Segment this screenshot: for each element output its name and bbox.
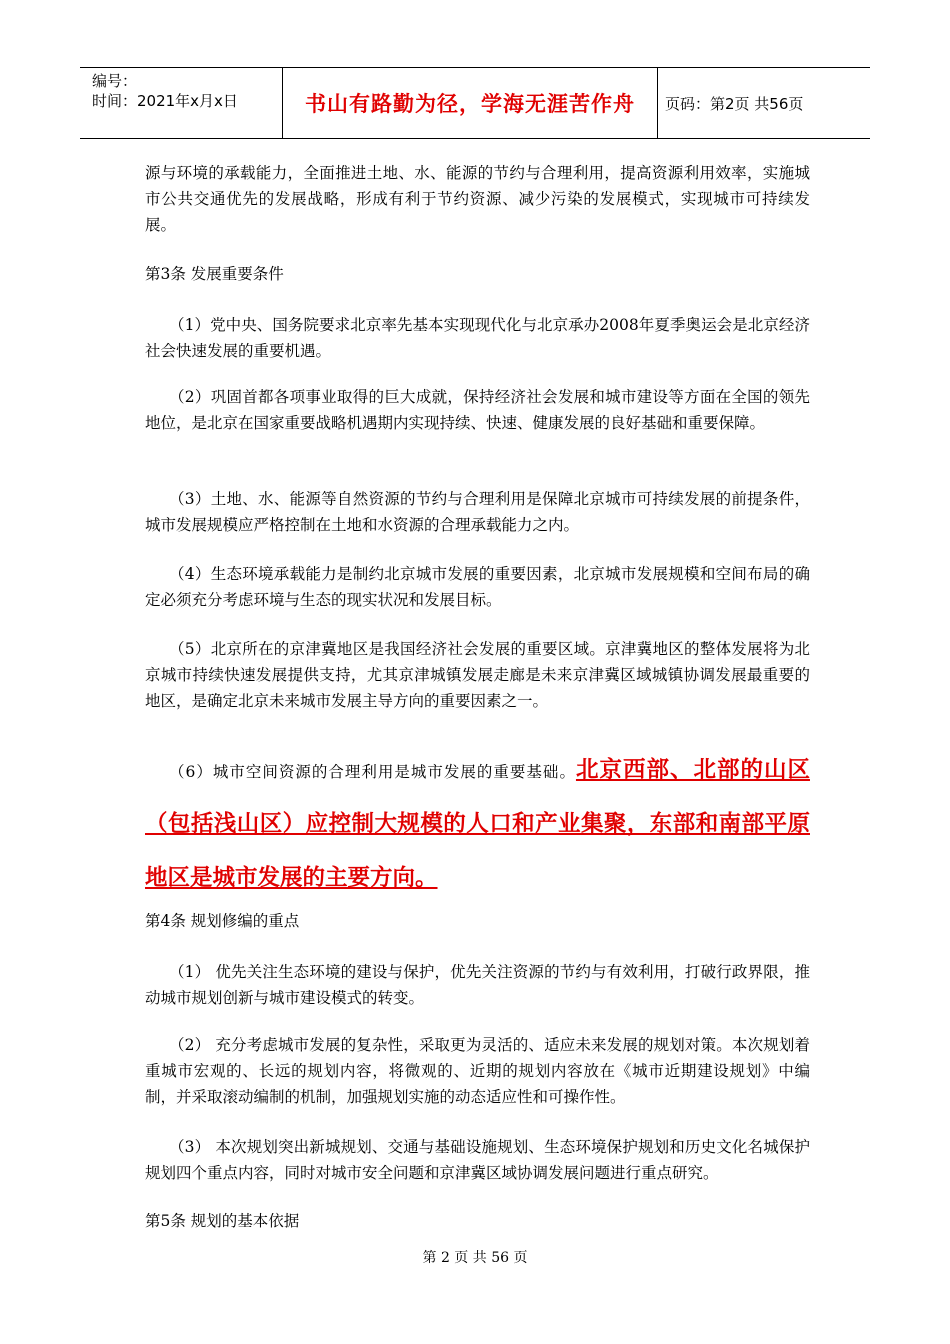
- number-label: 编号：: [92, 72, 138, 90]
- clause-3-3: （3）土地、水、能源等自然资源的节约与合理利用是保障北京城市可持续发展的前提条件，城市发展规模应严格控制在土地和水资源的合理承载能力之内。: [145, 490, 810, 534]
- clause-4-1: （1） 优先关注生态环境的建设与保护，优先关注资源的节约与有效利用，打破行政界限，推动城市规划创新与城市建设模式的转变。: [145, 963, 810, 1007]
- clause-3-1: （1）党中央、国务院要求北京率先基本实现现代化与北京承办2008年夏季奥运会是北京经济社会快速发展的重要机遇。: [145, 316, 810, 360]
- header-meta: [92, 71, 238, 111]
- clause-4-3: （3） 本次规划突出新城规划、交通与基础设施规划、生态环境保护规划和历史文化名城保护规划四个重点内容，同时对城市安全问题和京津冀区域协调发展问题进行重点研究。: [145, 1138, 810, 1182]
- header-motto: 书山有路勤为径，学海无涯苦作舟: [305, 92, 635, 116]
- header-divider: [657, 68, 658, 138]
- time-label: 时间：2021年x月x日: [92, 92, 238, 110]
- article-5-heading: 第5条 规划的基本依据: [145, 1212, 300, 1230]
- clause-3-6-text: （6）城市空间资源的合理利用是城市发展的重要基础。: [169, 763, 576, 781]
- article-3-heading: 第3条 发展重要条件: [145, 265, 284, 283]
- paragraph-continuation: 源与环境的承载能力，全面推进土地、水、能源的节约与合理利用，提高资源利用效率，实施城市公共交通优先的发展战略，形成有利于节约资源、减少污染的发展模式，实现城市可持续发展。: [145, 164, 810, 234]
- page-header: [80, 67, 870, 139]
- clause-4-2: （2） 充分考虑城市发展的复杂性，采取更为灵活的、适应未来发展的规划对策。本次规划着重城市宏观的、长远的规划内容，将微观的、近期的规划内容放在《城市近期建设规划》中编制，并采取滚动编制的机制，加强规划实施的动态适应性和可操作性。: [145, 1036, 810, 1106]
- clause-3-6: [145, 744, 810, 906]
- clause-3-2: （2）巩固首都各项事业取得的巨大成就，保持经济社会发展和城市建设等方面在全国的领先地位，是北京在国家重要战略机遇期内实现持续、快速、健康发展的良好基础和重要保障。: [145, 388, 810, 432]
- clause-3-4: （4）生态环境承载能力是制约北京城市发展的重要因素，北京城市发展规模和空间布局的确定必须充分考虑环境与生态的现实状况和发展目标。: [145, 565, 810, 609]
- clause-3-6-highlight: 北京西部、北部的山区（包括浅山区）应控制大规模的人口和产业集聚，东部和南部平原地区是城市发展的主要方向。: [145, 757, 810, 891]
- clause-3-5: （5）北京所在的京津冀地区是我国经济社会发展的重要区域。京津冀地区的整体发展将为北京城市持续快速发展提供支持，尤其京津城镇发展走廊是未来京津冀区域城镇协调发展最重要的地区，是确定北京未来城市发展主导方向的重要因素之一。: [145, 640, 810, 710]
- page-footer: 第 2 页 共 56 页: [422, 1250, 528, 1266]
- article-4-heading: 第4条 规划修编的重点: [145, 912, 300, 930]
- header-page-info: 页码：第2页 共56页: [665, 94, 804, 113]
